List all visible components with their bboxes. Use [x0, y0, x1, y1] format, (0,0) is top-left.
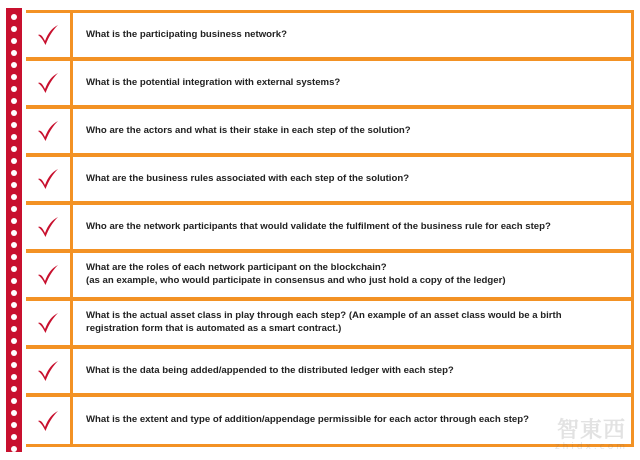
check-cell [26, 61, 73, 105]
binding-hole [11, 206, 17, 212]
check-mark-icon [36, 264, 60, 286]
binding-hole [11, 98, 17, 104]
binding-hole [11, 422, 17, 428]
binding-hole [11, 38, 17, 44]
check-cell [26, 13, 73, 57]
question-text: Who are the network participants that would validate the fulfilment of the business rule for each step? [86, 220, 551, 232]
question-text: What is the potential integration with external systems? [86, 76, 341, 88]
check-cell [26, 397, 73, 444]
binding-hole [11, 110, 17, 116]
checklist-row [26, 157, 631, 205]
checklist-row [26, 349, 631, 397]
binding-hole [11, 350, 17, 356]
question-text: Who are the actors and what is their stake in each step of the solution? [86, 124, 411, 136]
binding-hole [11, 194, 17, 200]
checklist-row [26, 13, 631, 61]
binding-hole [11, 74, 17, 80]
binding-hole [11, 374, 17, 380]
binding-hole [11, 62, 17, 68]
binding-hole [11, 50, 17, 56]
check-cell [26, 157, 73, 201]
binding-hole [11, 290, 17, 296]
binding-hole [11, 302, 17, 308]
binding-hole [11, 218, 17, 224]
checklist-row [26, 253, 631, 301]
binding-hole [11, 446, 17, 452]
question-text: What is the participating business network? [86, 28, 287, 40]
binding-hole [11, 434, 17, 440]
binding-hole [11, 86, 17, 92]
binding-hole [11, 14, 17, 20]
binding-hole [11, 230, 17, 236]
check-mark-icon [36, 120, 60, 142]
checklist-row [26, 301, 631, 349]
question-text: What is the data being added/appended to the distributed ledger with each step? [86, 364, 454, 376]
question-text: What are the roles of each network participant on the blockchain? (as an example, who would participate in consensus and who just hold a copy of the ledger) [86, 262, 506, 286]
check-mark-icon [36, 24, 60, 46]
check-cell [26, 109, 73, 153]
checklist-row [26, 205, 631, 253]
question-text: What are the business rules associated with each step of the solution? [86, 172, 410, 184]
binding-hole [11, 266, 17, 272]
check-mark-icon [36, 168, 60, 190]
binding-hole [11, 278, 17, 284]
question-text: What is the extent and type of addition/appendage permissible for each actor through each step? [86, 414, 529, 426]
checklist-table [26, 10, 634, 447]
binding-hole [11, 398, 17, 404]
watermark-logo-text: 智東西 [556, 418, 626, 443]
check-mark-icon [36, 312, 60, 334]
checklist-row [26, 397, 631, 444]
binding-hole [11, 182, 17, 188]
checklist-row [26, 61, 631, 109]
binding-hole [11, 386, 17, 392]
binding-hole [11, 170, 17, 176]
binding-hole [11, 134, 17, 140]
binding-hole [11, 362, 17, 368]
question-text: What is the actual asset class in play through each step? (An example of an asset class would be a birth registration form that is automated as a smart contract.) [86, 310, 562, 334]
check-cell [26, 205, 73, 249]
check-mark-icon [36, 72, 60, 94]
spiral-binding [6, 8, 22, 452]
check-mark-icon [36, 216, 60, 238]
binding-hole [11, 146, 17, 152]
binding-hole [11, 326, 17, 332]
binding-hole [11, 410, 17, 416]
binding-hole [11, 158, 17, 164]
checklist-row [26, 109, 631, 157]
binding-hole [11, 26, 17, 32]
check-cell [26, 301, 73, 345]
check-mark-icon [36, 410, 60, 432]
binding-hole [11, 242, 17, 248]
binding-hole [11, 338, 17, 344]
check-mark-icon [36, 360, 60, 382]
binding-hole [11, 122, 17, 128]
binding-hole [11, 254, 17, 260]
binding-hole [11, 314, 17, 320]
watermark-domain: zhidx.com [554, 442, 628, 452]
check-cell [26, 253, 73, 297]
check-cell [26, 349, 73, 393]
